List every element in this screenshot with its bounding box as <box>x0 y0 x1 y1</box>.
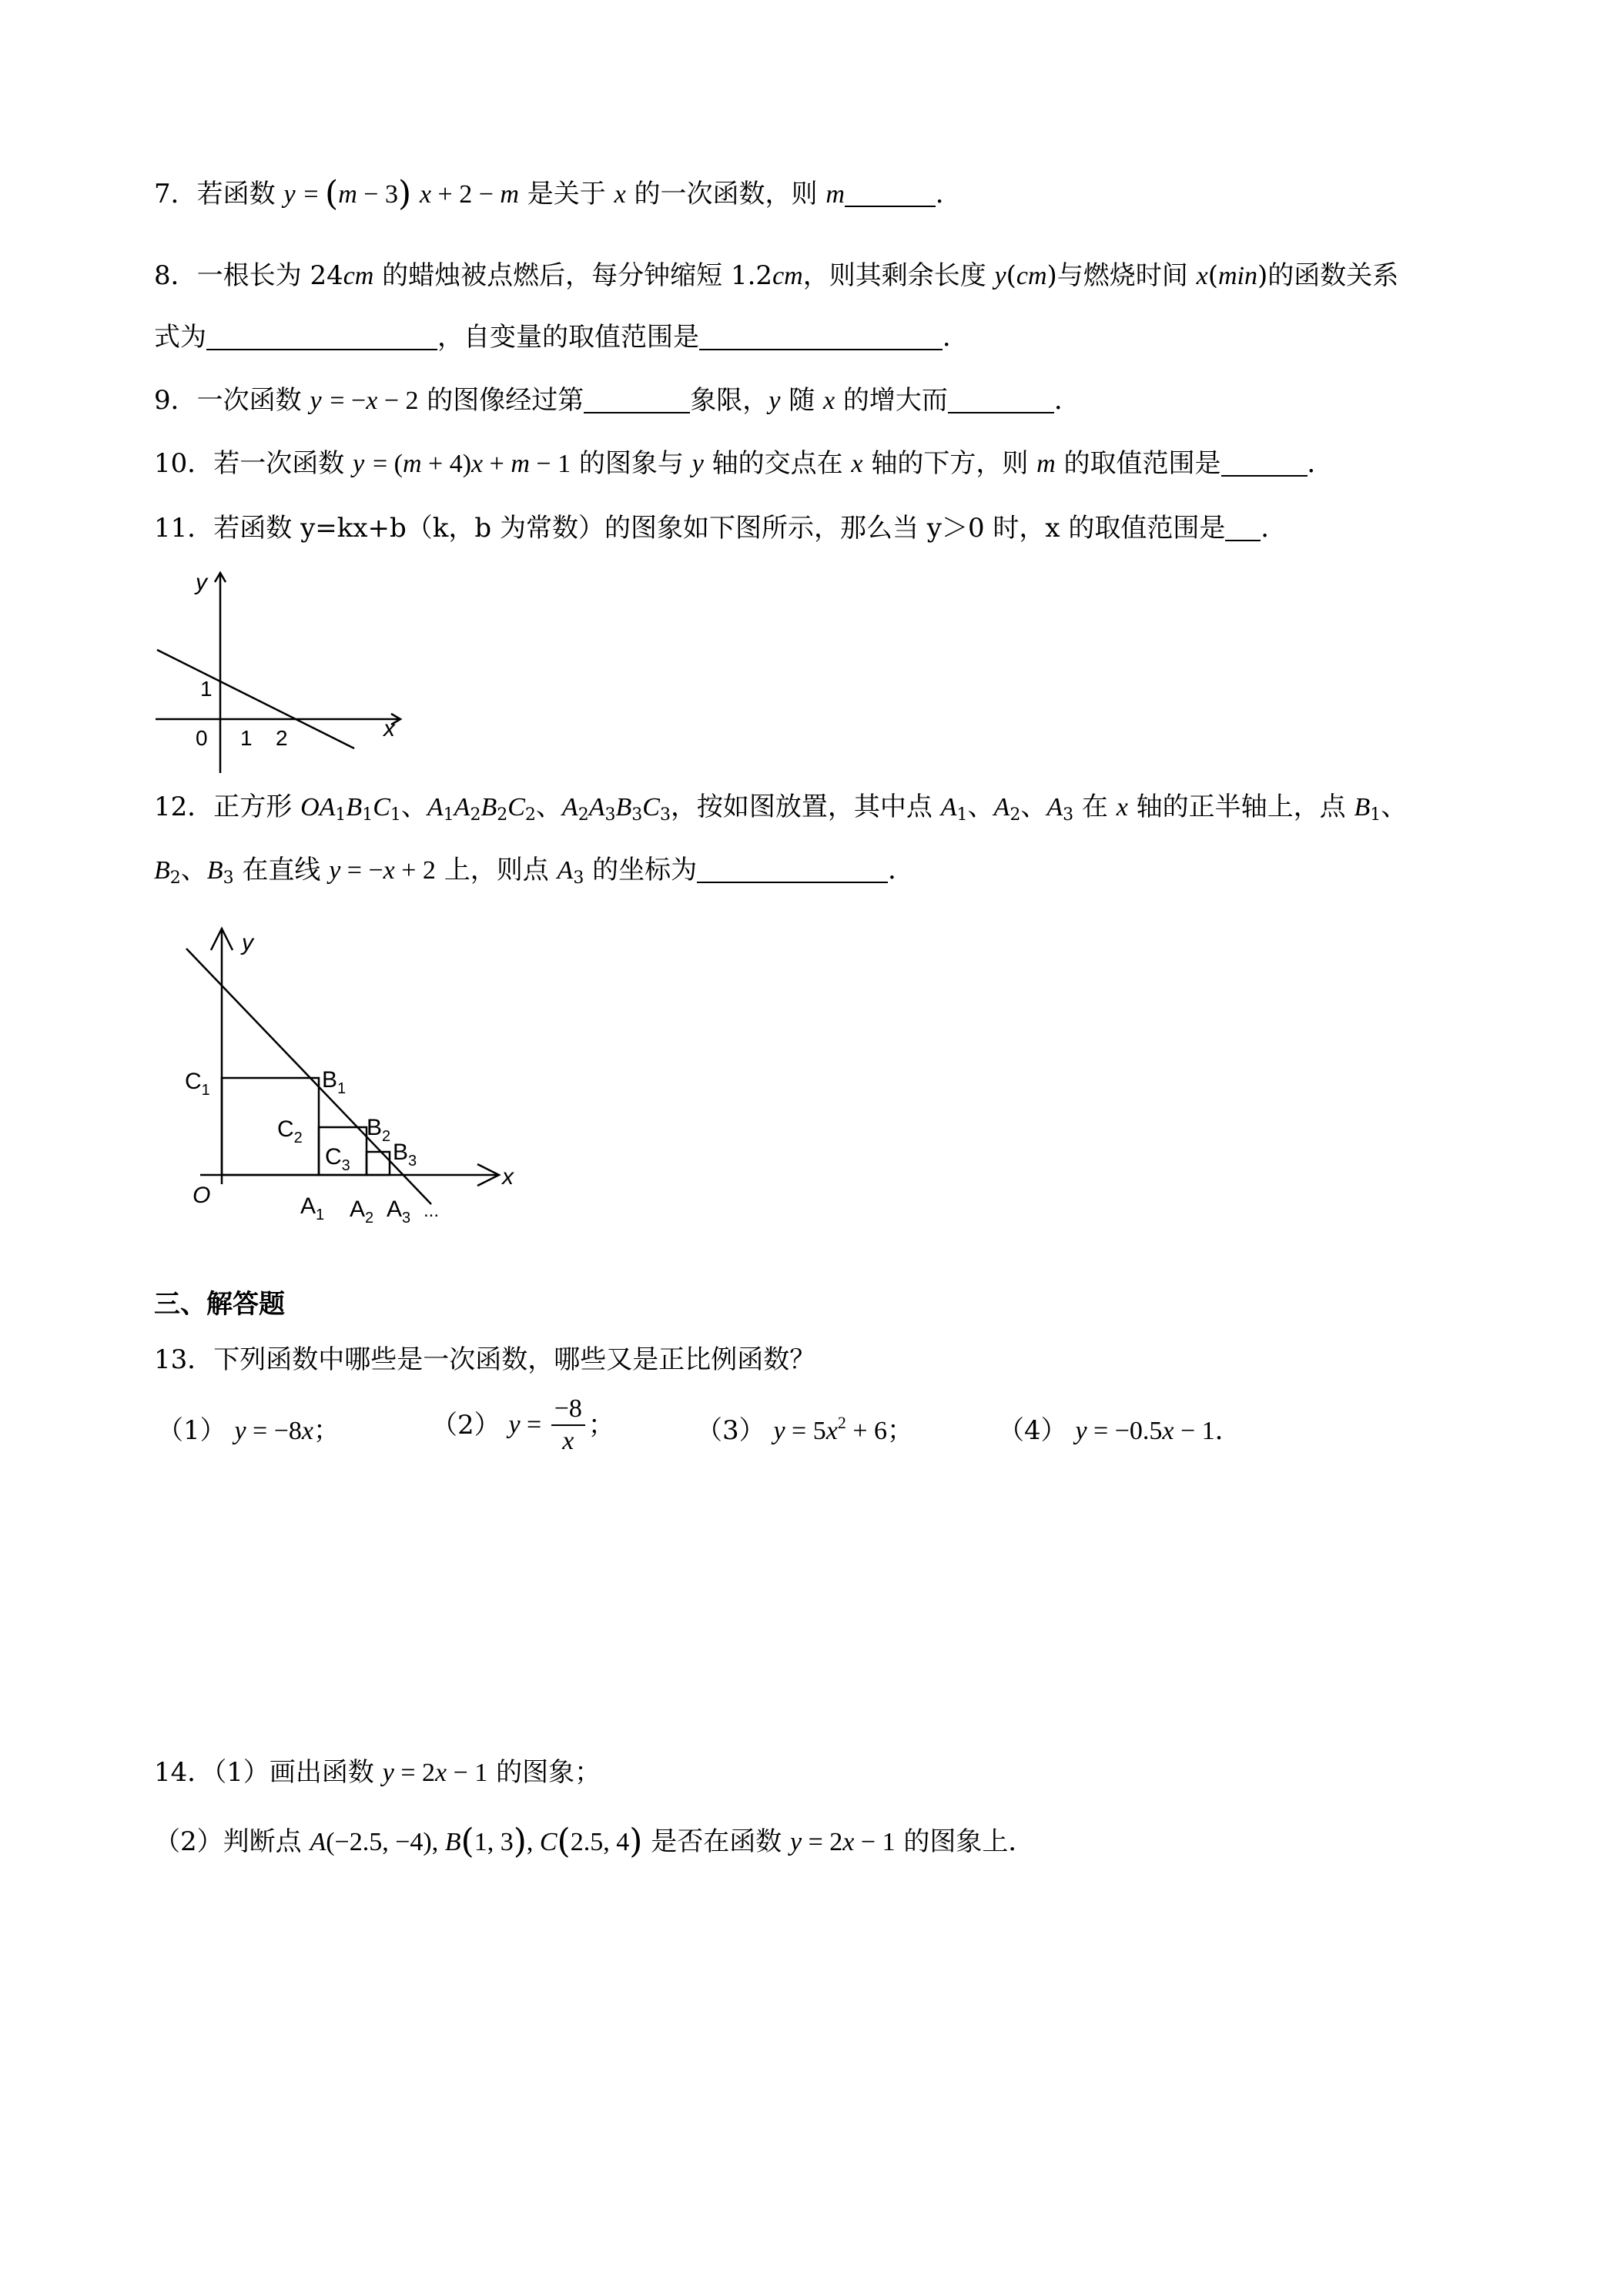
label-C3: $C_3$ <box>325 1144 350 1174</box>
question-14-part-2: （2）判断点 A(−2.5, −4), B(1, 3), C(2.5, 4) 是否在函数 y = 2x − 1 的图象上． <box>154 1822 1035 1861</box>
square-1 <box>222 1078 319 1175</box>
question-13: 13．下列函数中哪些是一次函数，哪些又是正比例函数？ <box>154 1344 816 1375</box>
y-label: y <box>196 570 207 595</box>
q13-item-2: （2） y = $\frac{-8}{x}$ ； <box>431 1394 614 1455</box>
line-y-neg-x-plus-2 <box>186 949 431 1204</box>
x-label: x <box>383 716 395 741</box>
answer-blank[interactable] <box>948 389 1054 413</box>
label-B2: $B_2$ <box>367 1115 391 1145</box>
answer-blank[interactable] <box>699 326 943 350</box>
y-label: y <box>242 930 253 956</box>
question-12: 12．正方形 $OA_1B_1C_1$、$A_1A_2B_2C_2$、$A_2A_3B_3C_3$，按如图放置，其中点 $A_1$、$A_2$、$A_3$ 在 x 轴的正半轴上，点 $B_1$、 <box>154 792 1408 825</box>
question-number: 7． <box>154 179 197 209</box>
fraction: $\frac{-8}{x}$ <box>551 1394 585 1457</box>
answer-blank[interactable] <box>845 182 936 207</box>
label-A2: $A_2$ <box>350 1197 374 1227</box>
question-9: 9．一次函数 y = −x − 2 的图像经过第 象限，y 随 x 的增大而 ． <box>154 385 1080 416</box>
label-C2: $C_2$ <box>277 1116 303 1146</box>
q13-item-3: （3） $y = 5x^2 + 6$； <box>696 1413 914 1446</box>
function-line <box>157 650 354 748</box>
q12-graph <box>169 916 524 1232</box>
x-tick-2-label: 2 <box>276 726 288 750</box>
ellipsis-dots: ... <box>424 1200 440 1221</box>
origin-label: O <box>193 1183 211 1208</box>
label-B1: $B_1$ <box>322 1067 347 1097</box>
answer-blank[interactable] <box>584 389 690 413</box>
y-intercept-label: 1 <box>200 677 213 701</box>
label-A3: $A_3$ <box>387 1197 411 1227</box>
answer-blank[interactable] <box>1221 452 1308 477</box>
section-title: 三、解答题 <box>154 1289 285 1320</box>
x-label: x <box>502 1164 514 1190</box>
question-7: 7．若函数 y = (m − 3) x + 2 − m 是关于 x 的一次函数，则 m ． <box>154 174 962 213</box>
question-8: 8．一根长为 24cm 的蜡烛被点燃后，每分钟缩短 1.2cm，则其剩余长度 y(cm)与燃烧时间 x(min)的函数关系 <box>154 260 1399 291</box>
label-A1: $A_1$ <box>300 1193 325 1223</box>
question-11: 11．若函数 y=kx+b（k，b 为常数）的图象如下图所示，那么当 y＞0 时，x 的取值范围是 ． <box>154 513 1287 544</box>
answer-blank[interactable] <box>1225 517 1261 541</box>
origin-label: 0 <box>196 726 208 750</box>
square-3 <box>367 1152 390 1175</box>
x-tick-1-label: 1 <box>240 726 253 750</box>
q11-graph <box>152 567 407 776</box>
question-8-line-2: 式为 ，自变量的取值范围是 ． <box>154 322 969 353</box>
question-12-line-2: $B_2$、$B_3$ 在直线 y = −x + 2 上，则点 $A_3$ 的坐标为 ． <box>154 855 915 888</box>
label-B3: $B_3$ <box>393 1140 417 1170</box>
q13-item-4: （4） y = −0.5x − 1． <box>998 1415 1241 1446</box>
answer-blank[interactable] <box>206 326 437 350</box>
answer-blank[interactable] <box>697 858 888 883</box>
question-14: 14．（1）画出函数 y = 2x − 1 的图象； <box>154 1757 601 1788</box>
question-10: 10．若一次函数 y = (m + 4)x + m − 1 的图象与 y 轴的交点在 x 轴的下方，则 m 的取值范围是 ． <box>154 448 1334 479</box>
q13-item-1: （1） y = −8x； <box>157 1415 340 1446</box>
label-C1: $C_1$ <box>185 1069 210 1099</box>
